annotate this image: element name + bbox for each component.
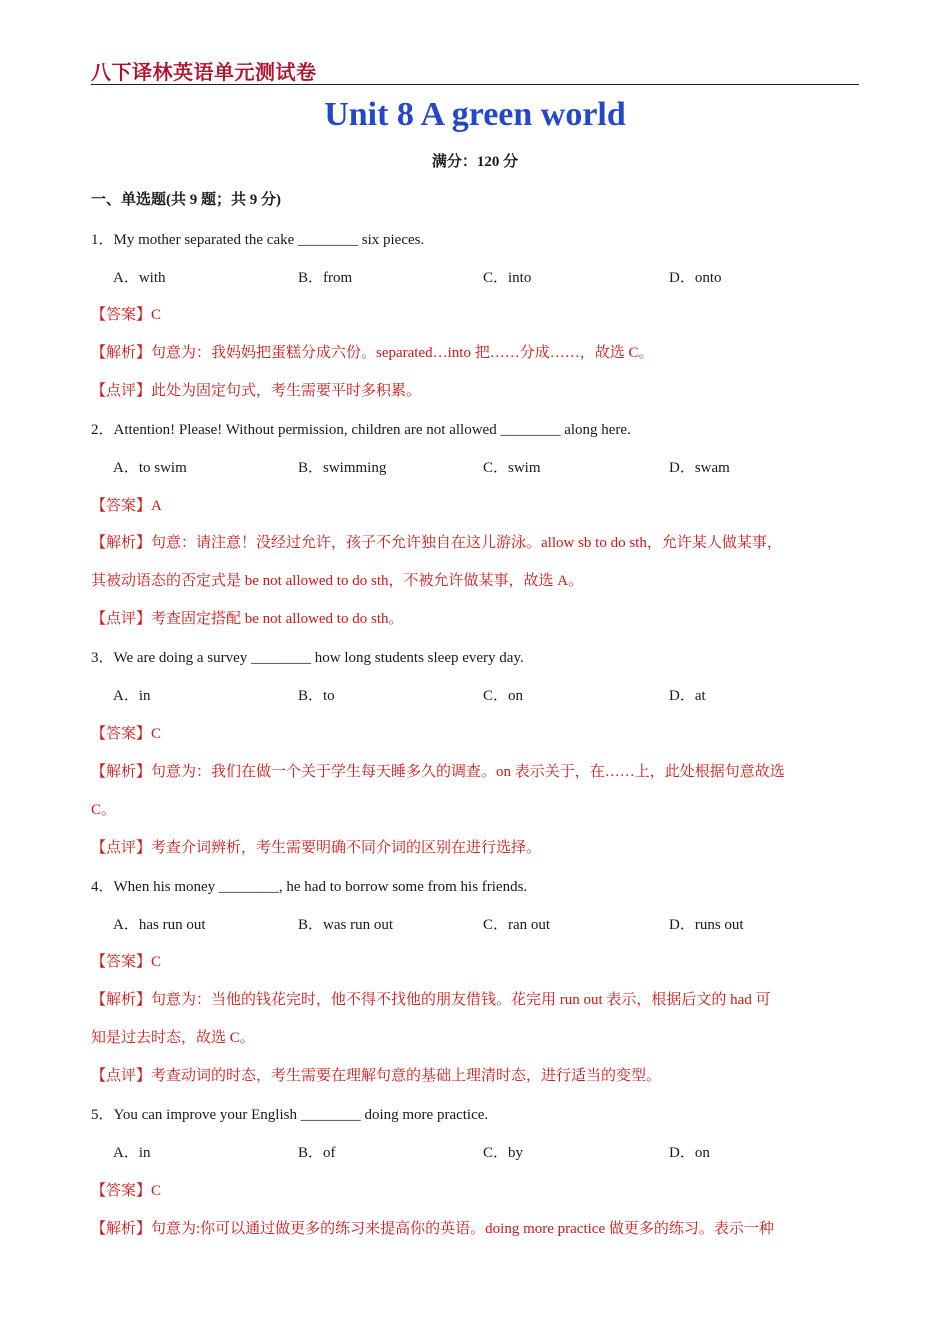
question-1-comment: 【点评】此处为固定句式，考生需要平时多积累。	[91, 383, 422, 399]
question-5-analysis: 【解析】句意为:你可以通过做更多的练习来提高你的英语。doing more practice 做更多的练习。表示一种	[91, 1221, 774, 1237]
question-3-stem: 3．We are doing a survey ________ how long students sleep every day.	[91, 650, 524, 666]
question-2-option-b: B．swimming	[298, 460, 387, 476]
question-1-option-a: A．with	[113, 270, 166, 286]
question-5-answer: 【答案】C	[91, 1183, 162, 1199]
question-5-option-c: C．by	[483, 1145, 524, 1161]
question-2-option-d: D．swam	[669, 460, 730, 476]
question-3-answer: 【答案】C	[91, 726, 162, 742]
question-1-option-d: D．onto	[669, 270, 722, 286]
question-3-option-c: C．on	[483, 688, 524, 704]
question-5-stem: 5．You can improve your English ________ doing more practice.	[91, 1107, 489, 1123]
question-4-analysis-line-1: 【解析】句意为：当他的钱花完时，他不得不找他的朋友借钱。花完用 run out 表示，根据后文的 had 可	[91, 992, 771, 1008]
question-4-analysis-line-2: 知是过去时态，故选 C。	[91, 1030, 255, 1046]
question-5-option-b: B．of	[298, 1145, 336, 1161]
question-2-option-c: C．swim	[483, 460, 541, 476]
question-5-option-a: A．in	[113, 1145, 151, 1161]
question-2-comment: 【点评】考查固定搭配 be not allowed to do sth。	[91, 611, 404, 627]
question-4-comment: 【点评】考查动词的时态，考生需要在理解句意的基础上理清时态，进行适当的变型。	[91, 1068, 662, 1084]
question-3-analysis-line-2: C。	[91, 802, 117, 818]
question-3-comment: 【点评】考查介词辨析，考生需要明确不同介词的区别在进行选择。	[91, 840, 542, 856]
question-2-analysis-line-1: 【解析】句意：请注意！没经过允许，孩子不允许独自在这儿游泳。allow sb to do sth，允许某人做某事，	[91, 535, 782, 551]
question-4-answer: 【答案】C	[91, 954, 162, 970]
question-4-option-c: C．ran out	[483, 917, 551, 933]
header-title: 八下译林英语单元测试卷	[91, 60, 317, 84]
question-3-option-b: B．to	[298, 688, 335, 704]
question-4-option-a: A．has run out	[113, 917, 206, 933]
question-2-option-a: A．to swim	[113, 460, 187, 476]
header-divider	[91, 84, 859, 85]
question-1-analysis: 【解析】句意为：我妈妈把蛋糕分成六份。separated…into 把……分成……，故选 C。	[91, 345, 654, 361]
question-3-option-d: D．at	[669, 688, 706, 704]
question-3-option-a: A．in	[113, 688, 151, 704]
question-3-analysis-line-1: 【解析】句意为：我们在做一个关于学生每天睡多久的调查。on 表示关于，在……上，此处根据句意故选	[91, 764, 785, 780]
question-1-option-c: C．into	[483, 270, 532, 286]
question-4-option-d: D．runs out	[669, 917, 744, 933]
question-5-option-d: D．on	[669, 1145, 710, 1161]
question-1-stem: 1．My mother separated the cake ________ six pieces.	[91, 232, 425, 248]
section-heading: 一、单选题(共 9 题；共 9 分)	[91, 192, 281, 208]
question-1-answer: 【答案】C	[91, 307, 162, 323]
question-2-analysis-line-2: 其被动语态的否定式是 be not allowed to do sth，不被允许做某事，故选 A。	[91, 573, 584, 589]
document-title: Unit 8 A green world	[324, 96, 626, 133]
question-2-stem: 2．Attention! Please! Without permission, children are not allowed ________ along here.	[91, 422, 631, 438]
question-2-answer: 【答案】A	[91, 498, 162, 514]
full-score: 满分：120 分	[431, 154, 519, 170]
question-4-stem: 4．When his money ________, he had to borrow some from his friends.	[91, 879, 528, 895]
question-4-option-b: B．was run out	[298, 917, 393, 933]
question-1-option-b: B．from	[298, 270, 353, 286]
